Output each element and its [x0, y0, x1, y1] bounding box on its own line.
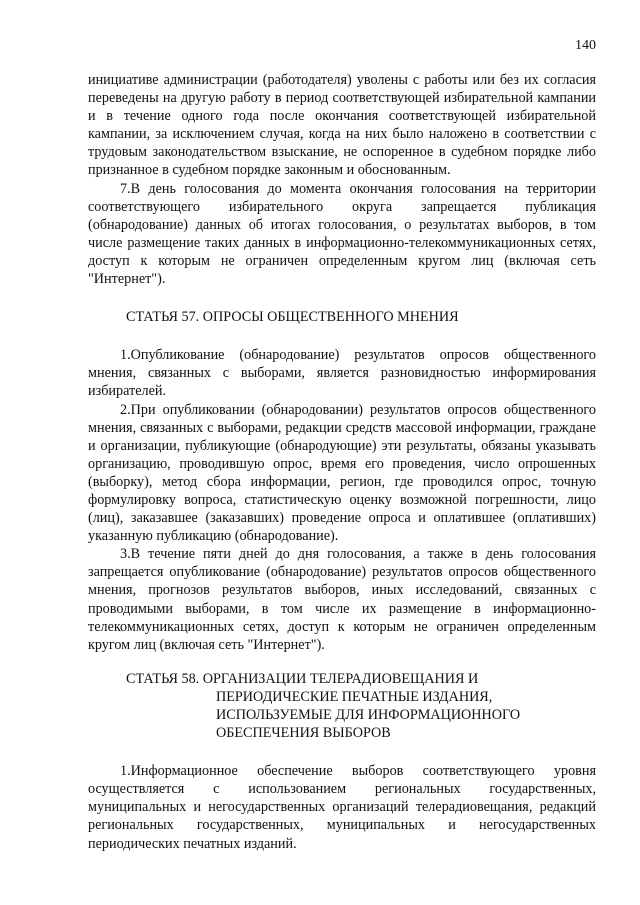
article-58-item-1: 1.Информационное обеспечение выборов соответствующего уровня осуществляется с использованием региональных государственных, муниципальных и негосударственных организаций телерадиовещания, редакций региональных государственных, муниципальных и негосударственных периодических печатных изданий.	[88, 763, 596, 852]
article-57-item-1: 1.Опубликование (обнародование) результатов опросов общественного мнения, связанных с выборами, является разновидностью информирования избирателей.	[88, 347, 596, 400]
article-57-heading: СТАТЬЯ 57. ОПРОСЫ ОБЩЕСТВЕННОГО МНЕНИЯ	[126, 309, 459, 326]
paragraph-continued: инициативе администрации (работодателя) уволены с работы или без их согласия переведены на другую работу в период соответствующей избирательной кампании и в течение одного года после окончания соответствующей избирательной кампании, за исключением случая, когда на них было наложено в соответствии с трудовым законодательством взыскание, не оспоренное в судебном порядке либо признанное в судебном порядке законным и обоснованным.	[88, 72, 596, 179]
article-57-item-2: 2.При опубликовании (обнародовании) результатов опросов общественного мнения, связанных с выборами, редакции средств массовой информации, граждане и организации, публикующие (обнародующие) эти результаты, обязаны указывать организацию, проводившую опрос, время его проведения, число опрошенных (выборку), метод сбора информации, регион, где проводился опрос, точную формулировку вопроса, статистическую оценку возможной погрешности, лицо (лиц), заказавшее (заказавших) проведение опроса и оплатившее (оплативших) указанную публикацию (обнародование).	[88, 401, 596, 545]
article-58-heading-line-3: ИСПОЛЬЗУЕМЫЕ ДЛЯ ИНФОРМАЦИОННОГО	[216, 707, 521, 723]
article-58-heading-line-1: ОРГАНИЗАЦИИ ТЕЛЕРАДИОВЕЩАНИЯ И	[202, 670, 479, 687]
article-58-heading-line-4: ОБЕСПЕЧЕНИЯ ВЫБОРОВ	[216, 725, 391, 742]
page-number: 140	[575, 38, 596, 53]
paragraph-item-7: 7.В день голосования до момента окончания голосования на территории соответствующего избирательного округа запрещается публикация (обнародование) данных об итогах голосования, о результатах выборов, в том числе размещение таких данных в информационно-телекоммуникационных сетях, доступ к которым не ограничен определенным кругом лиц (включая сеть "Интернет").	[88, 180, 596, 288]
page-body	[88, 71, 596, 853]
article-57-item-3: 3.В течение пяти дней до дня голосования, а также в день голосования запрещается опубликование (обнародование) результатов опросов общественного мнения, прогнозов результатов выборов, иных исследований, связанных с проводимыми выборами, в том числе их размещение в информационно-телекоммуникационных сетях, доступ к которым не ограничен определенным кругом лиц (включая сеть "Интернет").	[88, 546, 596, 653]
article-58-heading-line-2: ПЕРИОДИЧЕСКИЕ ПЕЧАТНЫЕ ИЗДАНИЯ,	[216, 688, 493, 705]
article-58-heading-number: СТАТЬЯ 58.	[126, 670, 200, 687]
article-58-heading	[88, 670, 596, 742]
